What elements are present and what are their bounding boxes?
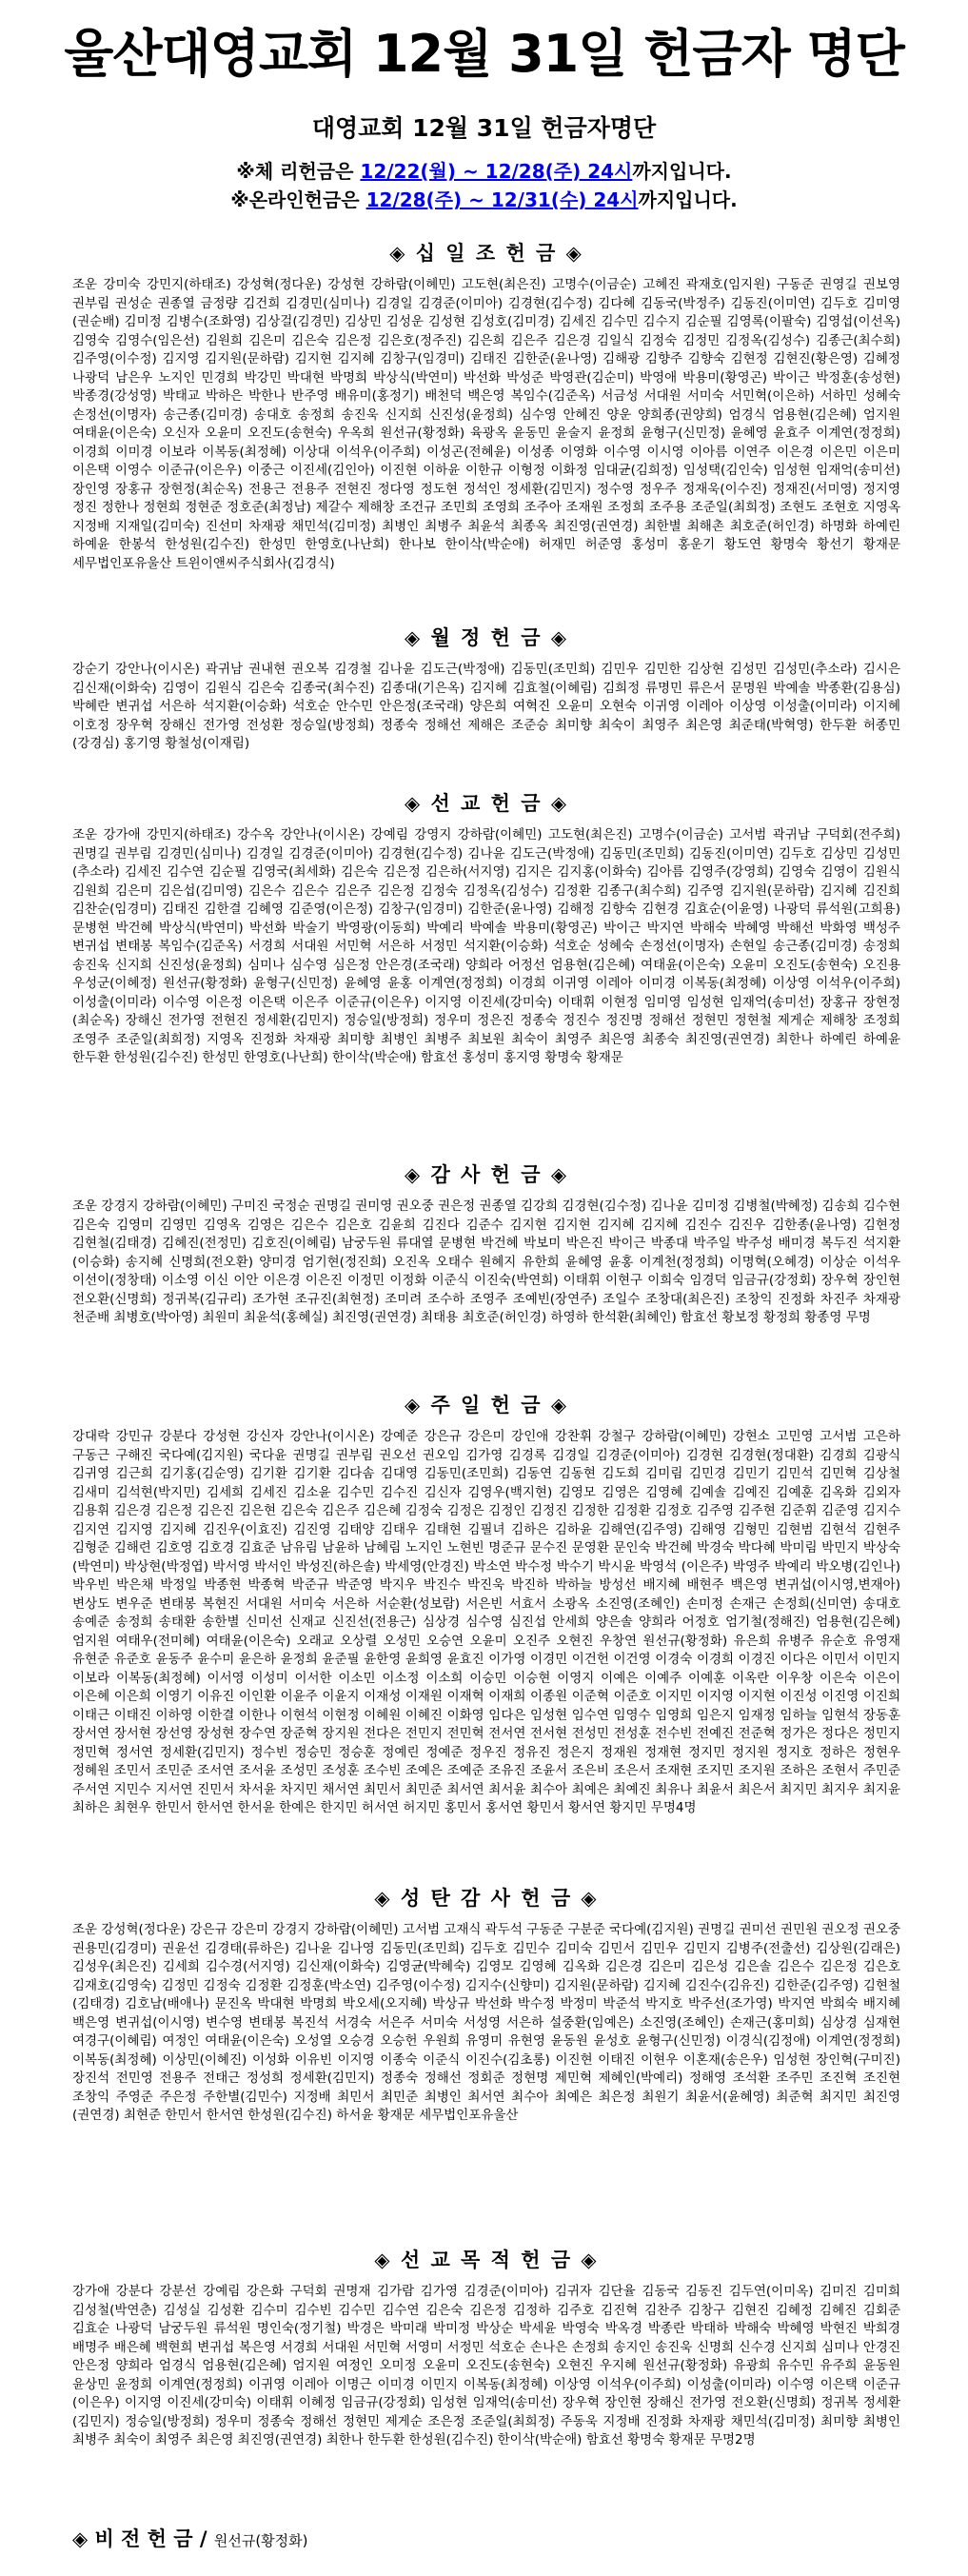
offline-period-link[interactable]: 12/22(월) ~ 12/28(주) 24시 xyxy=(360,160,633,183)
online-offering-notice xyxy=(0,187,968,213)
section-names: 강순기 강안나(이시온) 곽귀남 권내현 권오복 김경철 김나윤 김도근(박정애) 김동민(조민희) 김민우 김민한 김상현 김성민 김성민(추소라) 김시은 김신재(이화숙) 김영이 김원식 김은숙 김종국(최수진) 김종대(기은옥) 김지혜 김효철(이혜림) 김희정 류명민 류은서 문명원 박예솔 박종환(김용심) 박혜란 변귀섭 서은하 석지환(이승화) 석호순 안수민 안은정(조국래) 양은희 여혁진 오윤미 오현숙 이귀영 이레아 이상영 이성출(이미라) 이지혜 이호정 장우혁 장해신 전가영 전성환 정승일(방정희) 정종숙 정해선 제해은 조준승 최미향 최숙이 최영주 최은영 최준태(박혁영) 한두환 허종민(강경심) 홍기영 황철성(이재림) xyxy=(72,662,900,751)
notice-prefix: ※체 리헌금은 xyxy=(236,160,361,183)
section-monthly xyxy=(72,624,900,792)
section-title: ◈ 성 탄 감 사 헌 금 ◈ xyxy=(374,1887,599,1910)
section-title: ◈ 십 일 조 헌 금 ◈ xyxy=(389,242,583,265)
section-names: 조운 강경지 강하람(이혜민) 구미진 국정순 권명길 권미영 권오중 권은정 권종열 김강희 김경현(김수정) 김나윤 김미정 김병철(박혜정) 김송희 김수현 김은숙 김영미 김영민 김영옥 김영은 김은수 김은호 김윤희 김진다 김준수 김지현 김지현 김지혜 김지혜 김진수 김진우 김한종(윤나영) 김현정 김현철(김태경) 김혜진(전정민) 김호진(이혜림) 남궁두원 류대열 문병현 박건혜 박보미 박은진 박이근 박종대 박주일 박주성 배미경 복두진 석지환(이승화) 송지혜 신명희(전오환) 양미경 엄기현(정진희) 오진옥 오태수 원혜지 유한희 윤혜영 윤홍 이계천(정정희) 이명혁(오혜경) 이상순 이석우 이선이(정창태) 이소영 이신 이안 이은경 이은진 이정민 이정화 이준식 이진숙(박연희) 이태휘 이현구 이희숙 임경덕 임금규(강정회) 장우혁 장인현 전오환(신명희) 정귀복(김규리) 조가현 조규진(최현정) 조미려 조수하 조영주 조예빈(장연주) 조일수 조창대(최은진) 조창익 진정화 차진주 차재광 천준배 최병호(박아영) 최원미 최윤석(홍혜실) 최진영(권연경) 최태용 최호준(허인경) 하영하 한석환(최혜인) 함효선 황보정 황정희 황종영 무명 xyxy=(72,1199,900,1325)
section-thanksgiving xyxy=(72,1161,900,1383)
section-names: 강대락 강민규 강분다 강성현 강신자 강안나(이시온) 강예준 강은규 강은미 강인애 강찬휘 강철구 강하람(이혜민) 강현소 고민영 고서범 고은하 구동근 구해진 국다예(김지원) 국다윤 권명길 권부림 권오선 권오임 김가영 김경록 김경일 김경준(이미아) 김경현 김경현(정대환) 김경희 김광식 김귀영 김근희 김기홍(김순영) 김기환 김기환 김다솜 김대영 김동민(조민희) 김동연 김동현 김도희 김미림 김민경 김민기 김민석 김민혁 김상철 김새미 김석현(박지민) 김세희 김세진 김소윤 김수민 김수진 김신자 김영우(백지현) 김영모 김영은 김영혜 김예솔 김예진 김예훈 김옥화 김외자 김용휘 김은경 김은정 김은진 김은현 김은숙 김은주 김은혜 김정숙 김정은 김정인 김정진 김정한 김정환 김정호 김주영 김주현 김준휘 김준영 김지수 김지연 김지영 김지혜 김진우(이효진) 김진영 김태양 김태우 김태현 김필녀 김하은 김하윤 김해연(김주영) 김해영 김형민 김현범 김현석 김현주 김형준 김해련 김호영 김호경 김효준 남유림 남윤하 남혜림 노지인 노현빈 명준규 문수진 문영환 문인숙 박건혜 박경숙 박다혜 박미림 박민지 박상숙(박연미) 박상현(박정엽) 박서영 박서인 박성진(하은솔) 박세영(안경진) 박소연 박수정 박수기 박시윤 박영석 (이은주) 박영주 박예리 박오병(김인나) 박우빈 박은채 박정일 박종현 박종혁 박준규 박준영 박지우 박진수 박진욱 박진하 박하늘 방성선 배지혜 배현주 백은영 변귀섭(이시영,변재아) 변상도 변우준 변태봉 복현진 서대원 서미숙 서은하 서순환(성보람) 서은빈 서효서 소광옥 소진영(조혜인) 손미정 손재근 손정희(신미연) 송대호 송예준 송정희 송태환 송한별 신미선 신재교 신진선(전용근) 심상경 심수영 심진섭 안세희 양은솔 양희라 어정호 엄기철(정해진) 엄용현(김은혜) 엄지원 여태우(전미혜) 여태윤(이은숙) 오래교 오상렬 오성민 오승연 오윤미 오진주 오현진 우창연 원선규(황정화) 유은희 유병주 유순호 유영재 유현준 유준호 윤동주 윤수미 윤은하 윤정희 윤준필 윤한영 윤희영 윤효진 이가영 이경민 이건헌 이건영 이경숙 이경희 이경진 이다은 이민서 이민지 이보라 이복동(최정혜) 이서영 이성미 이서한 이소민 이소정 이소희 이승민 이승현 이영지 이예은 이예주 이예훈 이옥란 이우창 이은숙 이은이 이은혜 이은희 이영기 이유진 이인환 이윤주 이윤지 이재성 이재원 이재혁 이재희 이종원 이준혁 이준호 이지민 이지영 이지현 이진성 이진영 이진희 이태근 이태진 이하영 이한결 이한나 이현석 이현정 이혜원 이혜진 이화영 임다은 임성현 임수연 임영수 임영희 임은지 임재정 임하늘 임현석 장동훈 장서연 장서현 장선영 장성현 장수연 장준혁 장지원 전다은 전민지 전민혁 전서연 전서현 전성민 전성훈 전수빈 전예진 전준혁 정가은 정다은 정민지 정민혁 정서연 정세환(김민지) 정수빈 정승민 정승훈 정예린 정예준 정우진 정유진 정은지 정재원 정재현 정지민 정지원 정지호 정하은 정현우 정혜원 조민서 조민준 조서연 조서윤 조성민 조성훈 조수빈 조예은 조예준 조유진 조윤서 조은비 조은서 조재현 조지민 조지원 조하은 조현서 주민준 주서연 지민수 지서연 진민서 차서윤 차지민 채서연 최민서 최민준 최서연 최서윤 최수아 최예은 최예진 최유나 최윤서 최은서 최지민 최지우 최지윤 최하은 최현우 한민서 한서연 한서윤 한예은 한지민 허서연 허지민 홍민서 홍서연 황민서 황서연 황지민 무명4명 xyxy=(72,1429,900,1815)
section-title: ◈ 주 일 헌 금 ◈ xyxy=(405,1394,568,1417)
section-mission-purpose xyxy=(72,2247,900,2525)
offline-offering-notice xyxy=(0,158,968,185)
section-sunday xyxy=(72,1392,900,1873)
online-period-link[interactable]: 12/28(주) ~ 12/31(수) 24시 xyxy=(365,188,639,211)
section-title: ◈ 월 정 헌 금 ◈ xyxy=(405,626,568,649)
section-title: ◈ 비 전 헌 금 / xyxy=(72,2527,207,2550)
section-tithe xyxy=(72,240,900,609)
section-title: ◈ 선 교 헌 금 ◈ xyxy=(405,792,568,815)
section-names: 조운 강성혁(정다운) 강은규 강은미 강경지 강하람(이혜민) 고서범 고재식 곽두석 구동준 구분준 국다예(김지원) 권명길 권미선 권민원 권오정 권오중 권용민(김경미) 권윤선 김경태(류하은) 김나윤 김나영 김동민(조민희) 김두호 김민수 김미숙 김민서 김민우 김민지 김병주(전출선) 김상원(김래은) 김성우(최은진) 김세희 김수경(서지영) 김신재(이화숙) 김영균(박혜숙) 김영모 김영혜 김옥화 김은경 김은미 김은성 김은솔 김은수 김은정 김은호 김재호(김영숙) 김정민 김정숙 김정환 김정훈(박소연) 김주영(이수정) 김지수(신향미) 김지원(문하람) 김지혜 김진수(김유진) 김한준(김주영) 김현철(김태경) 김호남(배애나) 문진옥 박대현 박명희 박오세(오지혜) 박상규 박선화 박수정 박정미 박준석 박지호 박주선(조가영) 박지연 박희숙 배지혜 백은영 변귀섭(이시영) 변수영 변태봉 복진석 서경숙 서은주 서미숙 서성영 서은하 설중환(임예은) 소진영(조혜인) 손재근(홍미희) 심상경 심재현 여경구(이혜림) 여정인 여태윤(이은숙) 오성열 오승경 오승헌 우원희 유영미 유현영 윤동원 윤성호 윤형구(신민정) 이경식(김정애) 이계연(정정희) 이복동(최정혜) 이상민(이혜진) 이성화 이유빈 이지영 이종숙 이준식 이진수(김초롱) 이진현 이태진 이현우 이혼재(송은우) 임성현 장인혁(구미진) 장진석 전민영 전용주 전태근 정성희 정세환(김민지) 정종숙 정해선 정회준 정현명 제민혁 제혜인(박예리) 정해영 조석환 조주민 조진혁 조진현 조창익 주영준 주은정 주한별(김민수) 지정배 최민서 최민준 최병인 최서연 최수아 최예은 최은정 최원기 최윤서(윤혜영) 최준혁 최지민 최진영(권연경) 최현준 한민서 한서연 한성원(김수진) 하서윤 황재문 세무법인포유울산 xyxy=(72,1922,900,2123)
section-christmas-thanksgiving xyxy=(72,1885,900,2237)
section-names: 조운 강가애 강민지(하태조) 강수옥 강안나(이시온) 강예림 강영지 강하람(이혜민) 고도현(최은진) 고명수(이금순) 고서범 곽귀남 구덕회(전주희) 권명길 권부림 김경민(심미나) 김경일 김경준(이미아) 김경현(김수정) 김나윤 김도근(박정애) 김동민(조민희) 김동진(이미연) 김두호 김상민 김성민(추소라) 김세진 김수연 김순필 김영국(최세화) 김은숙 김은정 김은하(서지영) 김지은 김지홍(이화숙) 김아름 김영주(강영희) 김영숙 김영이 김원식 김원희 김은미 김은섭(김미영) 김은수 김은수 김은주 김은정 김정숙 김정옥(김성수) 김정환 김종구(최수희) 김주영 김지원(문하람) 김지혜 김진희 김찬순(임경미) 김태진 김한결 김혜영 김준영(이은정) 김창구(임경미) 김한준(윤나영) 김해정 김향숙 김현경 김효순(이윤영) 나광덕 류석원(고희용) 문병현 박건혜 박상식(박연미) 박선화 박술기 박영광(이동희) 박예리 박예솔 박용미(황영곤) 박이근 박지연 박해숙 박혜영 박해선 박화영 백성주 변귀섭 변태봉 복임수(김준옥) 서경희 서대원 서민혁 서은하 서정민 석지환(이승화) 석호순 성혜숙 손정선(이명자) 손현일 송근종(김미경) 송정희 송진욱 신지희 신진성(윤정희) 심미나 심수영 심은정 안은경(조국래) 양희라 어정선 엄용현(김은혜) 여태윤(이은숙) 오윤미 오진도(송현숙) 오진용 우성군(이혜정) 원선규(황정화) 윤형구(신민정) 윤혜영 윤홍 이계연(정정희) 이경희 이귀영 이레아 이미경 이복동(최정혜) 이상영 이석우(이주희) 이성출(이미라) 이수영 이은정 이은택 이은주 이준규(이은우) 이지영 이진세(강미숙) 이태휘 이현정 임미영 임성현 임재억(송미선) 장홍규 장현정(최순옥) 장해신 전가영 전현진 정세환(김민지) 정승일(방정희) 정우미 정은진 정종숙 정진수 정진명 정해선 정현민 정현철 제게순 제해창 조정희 조영주 조준일(최희정) 지영옥 진정화 차재광 최미향 최병인 최병주 최보원 최숙이 최영주 최은영 최종숙 최진영(권연경) 최한나 하예린 하예윤 한두환 한성원(김수진) 한성민 한영호(나난희) 한이삭(박순애) 함효선 홍성미 홍지영 황명숙 황재문 xyxy=(72,827,900,1065)
notice-suffix: 까지입니다. xyxy=(638,188,738,211)
notice-prefix: ※온라인헌금은 xyxy=(230,188,366,211)
section-mission xyxy=(72,790,900,1155)
section-names: 원선규(황정화) xyxy=(213,2532,308,2549)
section-title: ◈ 선 교 목 적 헌 금 ◈ xyxy=(374,2249,599,2271)
page-subtitle: 대영교회 12월 31일 헌금자명단 xyxy=(311,114,657,142)
section-title: ◈ 감 사 헌 금 ◈ xyxy=(405,1163,568,1186)
section-names: 강가애 강분다 강분선 강예림 강은화 구덕회 권명재 김가람 김가영 김경준(이미아) 김귀자 김단율 김동국 김동진 김두연(이미옥) 김미진 김미희 김성철(박연춘) 김성실 김성환 김수미 김수빈 김수민 김수연 김은숙 김은정 김정하 김주호 김진혁 김찬주 김창구 김현진 김혜정 김혜진 김회준 김효순 나광덕 남궁두원 류석원 명인숙(정기철) 박경은 박미래 박미정 박상순 박세윤 박영숙 박옥경 박종란 박태하 박해숙 박혜영 박현진 박희경 배명주 배은혜 백현희 변귀섭 복은영 서경희 서대원 서민혁 서영미 서정민 석호순 손나은 손정희 송지인 송진욱 신명희 신수경 신지희 심미나 안경진 안은정 양희라 엄경식 엄용현(김은혜) 엄지원 여정인 오미정 오윤미 오진도(송현숙) 오현진 우지혜 원선규(황정화) 유광희 유수민 유주희 윤동원 윤상민 윤정희 이계연(정정희) 이귀영 이레아 이명근 이미경 이민지 이복동(최정혜) 이상영 이석우(이주희) 이성출(이미라) 이수영 이은택 이준규(이은우) 이지영 이진세(강미숙) 이태휘 이혜정 임금규(강정회) 임성현 임재억(송미선) 장우혁 장인현 장해신 전가영 전오환(신명희) 정귀복 정세환(김민지) 정승일(방정희) 정우미 정종숙 정해선 정현민 제게순 조은정 조준일(최희정) 주동욱 지정배 진정화 차재광 채민석(김미정) 최미향 최병인 최병주 최숙이 최영주 최은영 최진영(권연경) 최한나 한두환 한성원(김수진) 한이삭(박순애) 함효선 황명숙 황재문 무명2명 xyxy=(72,2284,900,2447)
page-title: 울산대영교회 12월 31일 헌금자 명단 xyxy=(64,24,904,84)
section-names: 조운 강미숙 강민지(하태조) 강성혁(정다운) 강성현 강하람(이혜민) 고도현(최은진) 고명수(이금순) 고혜진 곽재호(임지원) 구동준 권영길 권보영 권부림 권성순 권종열 금정량 김건희 김경민(심미나) 김경일 김경준(이미아) 김경현(김수정) 김다혜 김동국(박정주) 김동진(이미연) 김두호 김미영(권순배) 김미정 김병수(조화영) 김상걸(김경민) 김상민 김성운 김성현 김성호(김미경) 김세진 김수민 김수지 김순필 김영록(이팔숙) 김영섭(이선옥) 김영숙 김영수(임은선) 김원희 김은미 김은숙 김은정 김은호(정주진) 김은희 김은주 김은경 김일식 김정숙 김정민 김정옥(김성수) 김종근(최수희) 김주영(이수정) 김지영 김지원(문하람) 김지현 김지혜 김창구(임경미) 김태진 김한준(윤나영) 김해광 김향주 김향숙 김현정 김현진(황은영) 김혜정 나광덕 남은우 노지인 민경희 박강민 박대현 박명희 박상식(박연미) 박선화 박성준 박영관(김순미) 박영애 박용미(황영곤) 박이근 박정훈(송성현) 박종경(강성영) 박태교 박하은 박한나 반주영 배유미(홍정기) 배천덕 백은영 복임수(김준옥) 서금성 서대원 서미숙 서민혁(이은하) 서하민 성혜숙 손정선(이명자) 송근종(김미경) 송대호 송정희 송진욱 신지희 신진성(윤정희) 심수영 안혜진 양운 양희종(권양희) 엄경식 엄용현(김은혜) 엄지원 여태윤(이은숙) 오신자 오윤미 오진도(송현숙) 우옥희 원선규(황정화) 육광옥 윤동민 윤술지 윤정희 윤형구(신민정) 윤혜영 윤효주 이계연(정정희) 이경희 이미경 이보라 이복동(최정혜) 이상대 이석우(이주희) 이성곤(전혜윤) 이성종 이영화 이수영 이시영 이아름 이연주 이은경 이은민 이은미 이은택 이영수 이준규(이은우) 이중근 이진세(김인아) 이진현 이하윤 이한규 이형정 이화정 임대균(김희정) 임성택(김인숙) 임성현 임재억(송미선) 장인영 장홍규 장현정(최순옥) 전용근 전용주 전현진 정다영 정도현 정석인 정세환(김민지) 정수영 정우주 정재욱(이수진) 정재진(서미영) 정지영 정진 정한나 정현희 정현준 정호준(최정남) 제갈수 제해창 조건규 조민희 조영희 조주아 조재원 조정희 조주용 조준일(최희정) 조현도 조현호 지영옥 지정배 지재일(김미숙) 진선미 차재광 채민석(김미정) 최병인 최병주 최윤석 최종옥 최진영(권연경) 최한별 최해촌 최호준(허인경) 하명화 하예린 하예윤 한봉석 한성원(김수진) 한성민 한영호(나난희) 한나보 한이삭(박순애) 허재민 허준영 홍성미 홍운기 황도연 황명숙 황선기 황재문 세무법인포유울산 트윈이앤씨주식회사(김경식) xyxy=(72,277,900,571)
section-vision xyxy=(72,2525,900,2555)
notice-suffix: 까지입니다. xyxy=(632,160,732,183)
